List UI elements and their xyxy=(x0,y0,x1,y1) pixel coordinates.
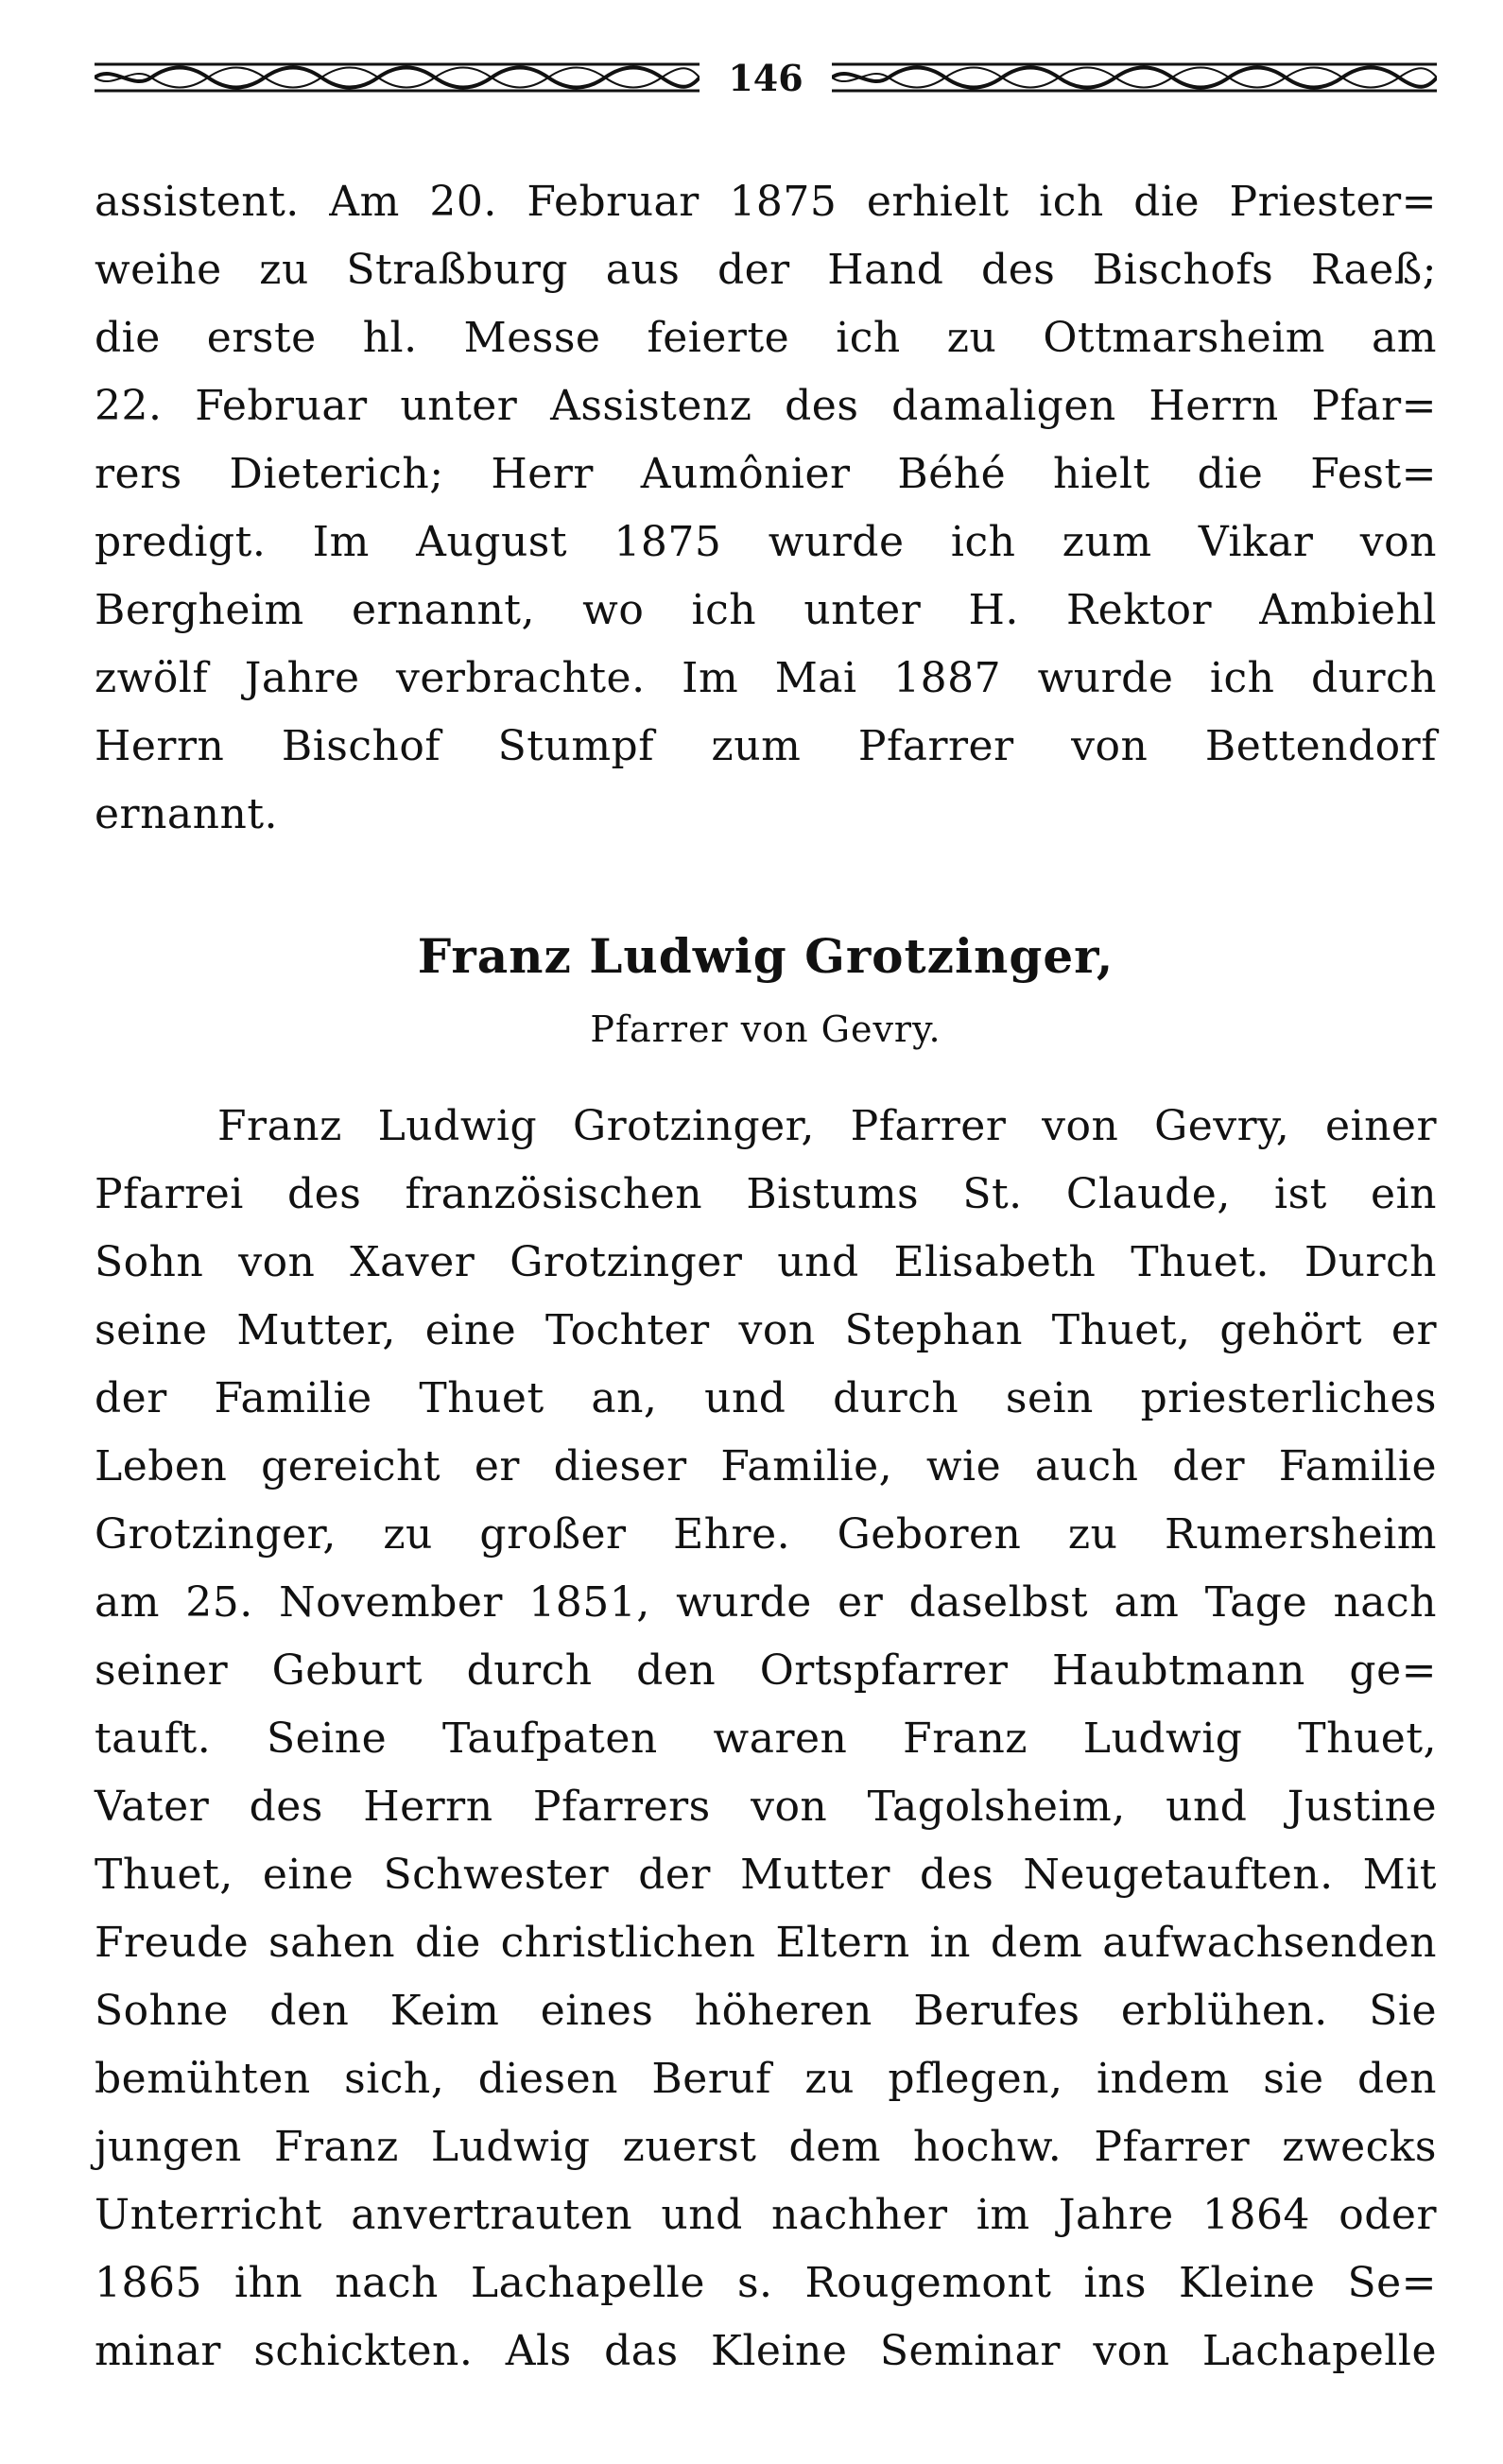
decorative-border-right xyxy=(832,60,1437,95)
decorative-border-left xyxy=(95,60,700,95)
text-line: Sohn von Xaver Grotzinger und Elisabeth Thuet. Durch xyxy=(95,1238,1437,1286)
text-line: Franz Ludwig Grotzinger, Pfarrer von Gevry, einer xyxy=(217,1102,1437,1150)
text-line: Sohne den Keim eines höheren Berufes erblühen. Sie xyxy=(95,1987,1437,2035)
text-line: 22. Februar unter Assistenz des damaligen Herrn Pfar= xyxy=(95,382,1437,430)
text-line: jungen Franz Ludwig zuerst dem hochw. Pfarrer zwecks xyxy=(95,2123,1437,2171)
text-line: Freude sahen die christlichen Eltern in dem aufwachsenden xyxy=(95,1919,1437,1967)
page-number: 146 xyxy=(728,57,803,99)
text-line: Pfarrei des französischen Bistums St. Claude, ist ein xyxy=(95,1170,1437,1218)
text-line: Thuet, eine Schwester der Mutter des Neugetauften. Mit xyxy=(95,1851,1437,1899)
text-line: ernannt. xyxy=(95,790,278,838)
paragraph-biography xyxy=(95,1093,1437,2386)
text-line: seiner Geburt durch den Ortspfarrer Haubtmann ge= xyxy=(95,1646,1437,1695)
text-line: Grotzinger, zu großer Ehre. Geboren zu Rumersheim xyxy=(95,1510,1437,1559)
text-line: am 25. November 1851, wurde er daselbst am Tage nach xyxy=(95,1578,1437,1627)
section-title: Franz Ludwig Grotzinger, xyxy=(417,928,1114,984)
text-line: der Familie Thuet an, und durch sein priesterliches xyxy=(95,1374,1437,1422)
text-line: tauft. Seine Taufpaten waren Franz Ludwig Thuet, xyxy=(95,1714,1437,1763)
text-line: die erste hl. Messe feierte ich zu Ottmarsheim am xyxy=(95,314,1437,362)
text-line: 1865 ihn nach Lachapelle s. Rougemont ins Kleine Se= xyxy=(95,2259,1437,2307)
text-line: bemühten sich, diesen Beruf zu pflegen, indem sie den xyxy=(95,2055,1437,2103)
paragraph-continuation xyxy=(95,168,1437,849)
text-line: Herrn Bischof Stumpf zum Pfarrer von Bettendorf xyxy=(95,722,1437,770)
text-line: weihe zu Straßburg aus der Hand des Bischofs Raeß; xyxy=(95,246,1437,294)
section-subtitle: Pfarrer von Gevry. xyxy=(590,1008,942,1050)
text-line: Bergheim ernannt, wo ich unter H. Rektor Ambiehl xyxy=(95,586,1437,634)
text-line: Vater des Herrn Pfarrers von Tagolsheim, und Justine xyxy=(95,1783,1437,1831)
text-line: Unterricht anvertrauten und nachher im Jahre 1864 oder xyxy=(95,2191,1437,2239)
text-line: assistent. Am 20. Februar 1875 erhielt ich die Priester= xyxy=(95,178,1437,226)
text-line: seine Mutter, eine Tochter von Stephan Thuet, gehört er xyxy=(95,1306,1437,1354)
text-line: zwölf Jahre verbrachte. Im Mai 1887 wurde ich durch xyxy=(95,654,1437,702)
text-line: rers Dieterich; Herr Aumônier Béhé hielt die Fest= xyxy=(95,450,1437,498)
text-line: minar schickten. Als das Kleine Seminar von Lachapelle xyxy=(95,2327,1437,2375)
text-line: Leben gereicht er dieser Familie, wie auch der Familie xyxy=(95,1442,1437,1490)
page-header xyxy=(95,47,1437,113)
text-line: predigt. Im August 1875 wurde ich zum Vikar von xyxy=(95,518,1437,566)
